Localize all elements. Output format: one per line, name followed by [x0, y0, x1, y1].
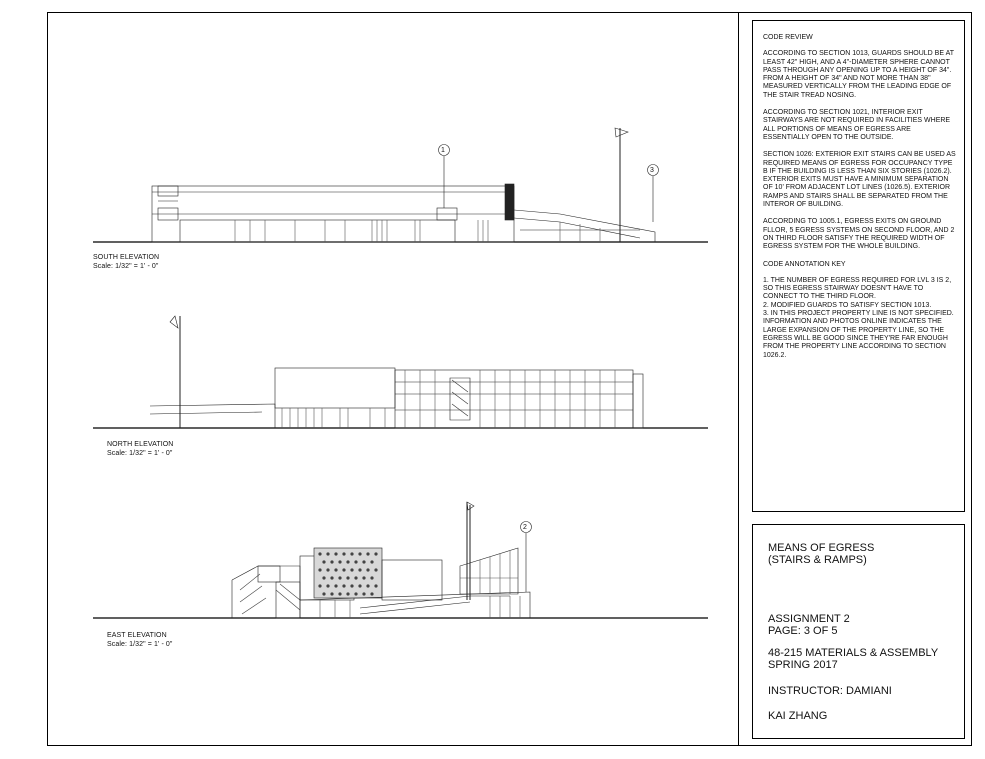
code-review-heading: CODE REVIEW	[763, 34, 813, 41]
code-review-paragraph: ACCORDING TO SECTION 1013, GUARDS SHOULD BE AT LEAST 42" HIGH, AND A 4"-DIAMETER SPHERE CANNOT PASS THROUGH ANY OPENING UP TO A HEIGHT OF 34". FROM A HEIGHT OF 34" AND NOT MORE THAN 38" MEASURED VERTICALLY FROM THE LEADING EDGE OF THE STAIR TREAD NOSING.	[763, 50, 954, 99]
south-elevation-title: SOUTH ELEVATION	[93, 254, 160, 261]
south-elevation-scale: Scale: 1/32" = 1' - 0"	[93, 263, 159, 270]
annotation-marker-1: 1	[441, 147, 445, 154]
annotation-key-item: 1. THE NUMBER OF EGRESS REQUIRED FOR LVL 3 IS 2, SO THIS EGRESS STAIRWAY DOESN'T HAVE TO CONNECT TO THE THIRD FLOOR.	[763, 276, 952, 301]
north-elevation-drawing	[93, 316, 708, 428]
annotation-key-item: 2. MODIFIED GUARDS TO SATISFY SECTION 1013.	[763, 301, 932, 309]
north-elevation-title: NORTH ELEVATION	[107, 441, 174, 448]
author-label: KAI ZHANG	[768, 710, 828, 722]
term-label: SPRING 2017	[768, 659, 838, 671]
east-elevation-drawing	[93, 502, 708, 618]
annotation-marker-3: 3	[650, 167, 654, 174]
code-review-paragraph: ACCORDING TO SECTION 1021, INTERIOR EXIT STAIRWAYS ARE NOT REQUIRED IN FACILITIES WHERE ALL PORTIONS OF MEANS OF EGRESS ARE ESSENTIALLY OPEN TO THE OUTSIDE.	[763, 109, 951, 141]
course-label: 48-215 MATERIALS & ASSEMBLY	[768, 647, 939, 659]
sheet-title-line2: (STAIRS & RAMPS)	[768, 554, 867, 566]
page-number: PAGE: 3 OF 5	[768, 625, 838, 637]
code-review-paragraph: SECTION 1026: EXTERIOR EXIT STAIRS CAN BE USED AS REQUIRED MEANS OF EGRESS FOR OCCUPANCY TYPE B IF THE BUILDING IS LESS THAN SIX STORIES (1026.2). EXTERIOR EXITS MUST HAVE A MINIMUM SEPARATION OF 10' FROM ADJACENT LOT LINES (1026.5). EXTERIOR RAMPS AND STAIRS SHALL BE SEPARATED FROM THE INTEROR OF BUILDING.	[763, 151, 956, 209]
assignment-label: ASSIGNMENT 2	[768, 613, 850, 625]
annotation-key-item: 3. IN THIS PROJECT PROPERTY LINE IS NOT SPECIFIED. INFORMATION AND PHOTOS ONLINE INDICATES THE LARGE EXPANSION OF THE PROPERTY LINE, SO THE EGRESS WILL BE GOOD SINCE THEY'RE FAR ENOUGH FROM THE PROPERTY LINE ACCORDING TO SECTION 1026.2.	[763, 310, 954, 359]
sheet-title-line1: MEANS OF EGRESS	[768, 542, 875, 554]
east-elevation-title: EAST ELEVATION	[107, 632, 167, 639]
east-elevation-scale: Scale: 1/32" = 1' - 0"	[107, 641, 173, 648]
instructor-label: INSTRUCTOR: DAMIANI	[768, 685, 892, 697]
code-review-paragraph: ACCORDING TO 1005.1, EGRESS EXITS ON GROUND FLLOR, 5 EGRESS SYSTEMS ON SECOND FLOOR, AND 2 ON THIRD FLOOR SATISFY THE REQUIRED WIDTH OF EGRESS SYSTEM FOR THE WHOLE BUILDING.	[763, 218, 955, 251]
annotation-marker-2: 2	[523, 524, 527, 531]
north-elevation-scale: Scale: 1/32" = 1' - 0"	[107, 450, 173, 457]
code-notes	[763, 34, 959, 360]
south-elevation-drawing	[93, 128, 708, 242]
annotation-key-heading: CODE ANNOTATION KEY	[763, 260, 846, 268]
